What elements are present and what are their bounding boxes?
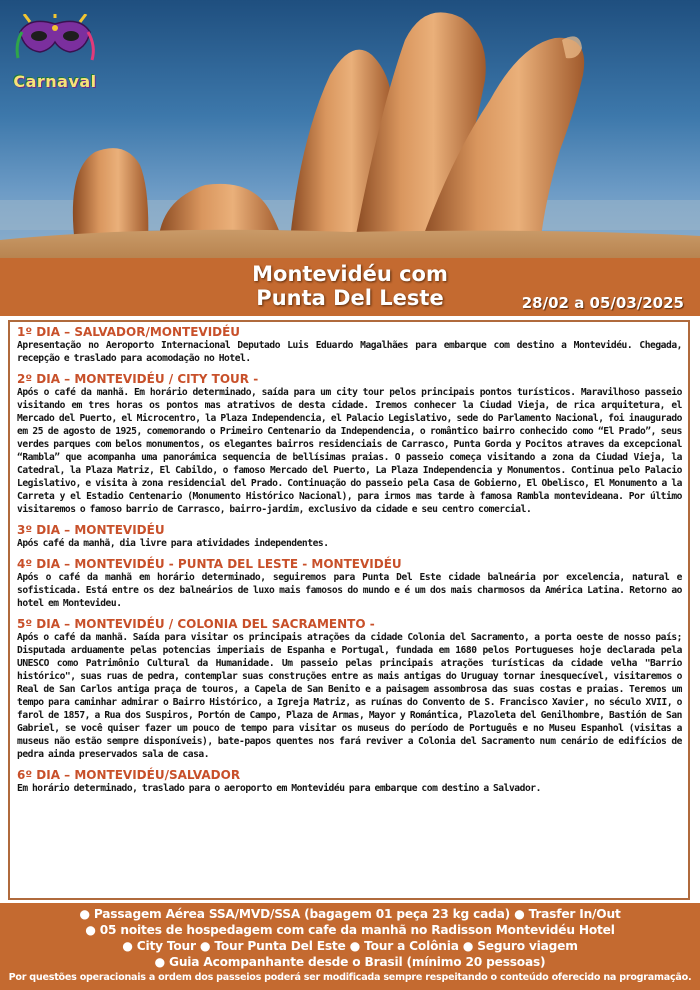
day-3 bbox=[17, 523, 682, 550]
day-title: 6º DIA – MONTEVIDÉU/SALVADOR bbox=[17, 768, 241, 782]
inclusion-line: ● Guia Acompanhante desde o Brasil (mínimo 20 pessoas) bbox=[154, 955, 546, 969]
page-title-line2: Punta Del Leste bbox=[256, 286, 444, 310]
logo-text: Carnaval bbox=[13, 72, 97, 91]
day-description: Após o café da manhã em horário determinado, seguiremos para Punta Del Este cidade balneária por excelencia, natural e sofisticada. Está entre os dez balneários de luxo mais famosos do mundo e é um dos mais charmosos da América Latina. Retorno ao hotel em Montevideu. bbox=[17, 572, 682, 609]
travel-dates: 28/02 a 05/03/2025 bbox=[521, 294, 684, 312]
day-6 bbox=[17, 768, 682, 795]
day-title: 3º DIA – MONTEVIDÉU bbox=[17, 523, 165, 537]
day-2 bbox=[17, 372, 682, 516]
page-title-line1: Montevidéu com bbox=[252, 262, 448, 286]
hand-sculpture-illustration bbox=[0, 0, 700, 258]
disclaimer: Por questões operacionais a ordem dos passeios poderá ser modificada sempre respeitando o conteúdo oferecido na programação. bbox=[8, 972, 692, 983]
day-5 bbox=[17, 617, 682, 761]
day-description: Após o café da manhã. Saída para visitar os principais atrações da cidade Colonia del Sacramento, a porta oeste de nosso país; Disputada arduamente pelas potencias imperiais de Espanha e Portugal, fundada em 1680 pelos Portugueses hoje declarada pela UNESCO como Patrimônio Cultural da Humanidade. Um passeio pelas principais atrações turísticas da cidade velha "Barrio histórico", suas ruas de pedra, contemplar suas construções entre as mais antigas do Uruguay tornar inesquecível, visitaremos o Real de San Carlos antiga praça de touros, a Capela de San Benito e a paisagem assombrosa das suas costas e praias. Teremos um tempo para caminhar admirar o Bairro Histórico, a Igreja Matriz, as ruínas do Convento de S. Francisco Xavier, no século XVII, o farol de 1857, a Rua dos Suspiros, Portón de Campo, Plaza de Armas, Mayor y Romántica, Plazoleta del Genilhombre, Bastión de San Gabriel, se você quiser fazer um pouco de tempo para visitar os museus do período de Português e no Museu Espanhol (visitas a museus não estão sempre disponíveis), bate-papos quentes nos fará reviver a Colonia del Sacramento num cenário de edifícios de pedra ainda preservados sala de casa. bbox=[17, 632, 682, 760]
day-description: Em horário determinado, traslado para o aeroporto em Montevidéu para embarque com destino a Salvador. bbox=[17, 783, 541, 794]
carnival-mask-icon bbox=[10, 14, 100, 74]
day-title: 1º DIA – SALVADOR/MONTEVIDÉU bbox=[17, 325, 241, 339]
day-1 bbox=[17, 325, 682, 365]
itinerary-box bbox=[8, 320, 690, 900]
carnaval-logo bbox=[10, 14, 100, 98]
day-description: Apresentação no Aeroporto Internacional Deputado Luis Eduardo Magalhães para embarque com destino a Montevidéu. Chegada, recepção e traslado para acomodação no Hotel. bbox=[17, 340, 682, 364]
day-4 bbox=[17, 557, 682, 610]
inclusion-line: ● Passagem Aérea SSA/MVD/SSA (bagagem 01 peça 23 kg cada) ● Trasfer In/Out bbox=[79, 907, 621, 921]
day-description: Após o café da manhã. Em horário determinado, saída para um city tour pelos principais pontos turísticos. Maravilhoso passeio visitando em tres horas os pontos mas atrativos de desta cidade. Iremos conhecer la Ciudad Vieja, de rica arquitetura, el Mercado del Puerto, el Microcentro, la Plaza Independencia, el Palacio Legislativo, sede do Parlamento Nacional, foi inaugurado em 25 de agosto de 1925, comemorando o Primeiro Centenario da Independencia, o romântico bairro conhecido como “El Prado”, seus verdes parques com belos monumentos, os elegantes bairros residenciais de Carrasco, Punta Gorda y Pocitos atraves da excepcional “Rambla” que acompanha uma panorámica sequencia de bellísimas praias. O passeio começa visitando a zona da Ciudad Vieja, la Catedral, la Plaza Matriz, El Cabildo, o famoso Mercado del Puerto, La Plaza Independencia y Monumentos. Continua pelo Palacio Legislativo, e visita à zona residencial del Prado. Continuação do passeio pela Casa de Gobierno, El Obelisco, El Monumento a la Carreta y el Estadio Centenario (Monumento Histórico Nacional), para irmos mas tarde à famosa Rambla montevideana. Por último visitaremos o famoso barrio de Carrasco, bairro-jardim, exclusivo da cidade e seu centro comercial. bbox=[17, 387, 682, 515]
day-title: 5º DIA – MONTEVIDÉU / COLONIA DEL SACRAMENTO - bbox=[17, 617, 375, 631]
day-title: 2º DIA – MONTEVIDÉU / CITY TOUR - bbox=[17, 372, 259, 386]
inclusion-line: ● 05 noites de hospedagem com cafe da manhã no Radisson Montevidéu Hotel bbox=[85, 923, 615, 937]
hero-photo bbox=[0, 0, 700, 258]
day-title: 4º DIA – MONTEVIDÉU - PUNTA DEL LESTE - MONTEVIDÉU bbox=[17, 557, 402, 571]
day-description: Após café da manhã, dia livre para atividades independentes. bbox=[17, 538, 329, 549]
inclusion-line: ● City Tour ● Tour Punta Del Este ● Tour a Colônia ● Seguro viagem bbox=[122, 939, 578, 953]
